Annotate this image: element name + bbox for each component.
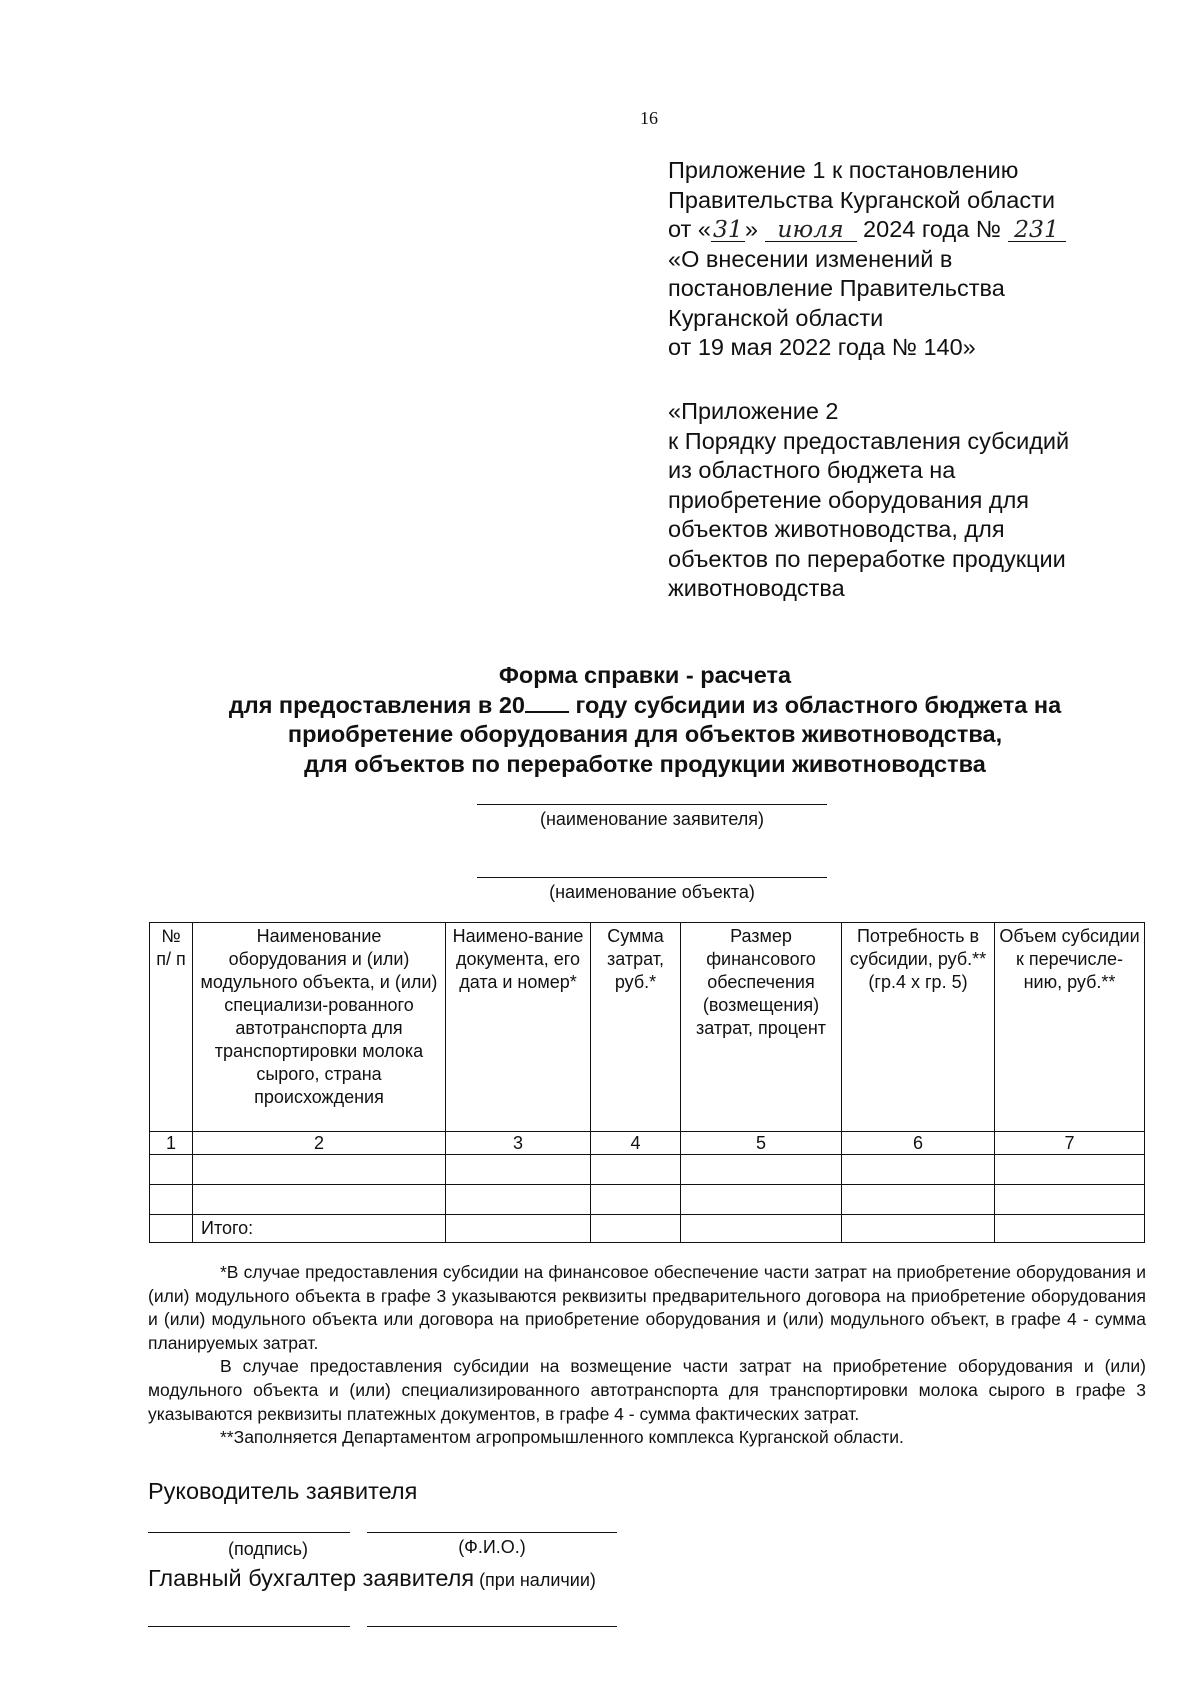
footnotes [148,1261,1146,1450]
table-cell[interactable] [446,1185,591,1215]
table-cell[interactable] [995,1155,1145,1185]
appendix-1-line-2: Правительства Курганской области [668,186,1055,213]
table-cell[interactable] [193,1185,446,1215]
table-cell[interactable] [591,1155,681,1185]
form-title-line-3: приобретение оборудования для объектов животноводства, [287,721,1003,747]
col-number-7: 7 [995,1132,1145,1155]
form-title-line-4: для объектов по переработке продукции животноводства [304,750,986,777]
table-cell[interactable] [995,1215,1145,1243]
appendix-1-date-line [668,215,1066,245]
column-number-row [150,1132,1145,1155]
col-number-1: 1 [150,1132,193,1155]
table-row [150,1185,1145,1215]
form-title-line-1: Форма справки - расчета [498,662,792,688]
total-row [150,1215,1145,1243]
col-number-2: 2 [193,1132,446,1155]
table-cell[interactable] [446,1155,591,1185]
footnote-1: *В случае предоставления субсидии на финансовое обеспечение части затрат на приобретение оборудования и (или) модульного объекта в графе 3 указываются реквизиты предварительного договора на приобретение оборудования и (или) модульного объекта или договора на приобретение оборудования и (или) модульного объект, в графе 4 - сумма планируемых затрат. [148,1262,1146,1353]
table-cell[interactable] [591,1185,681,1215]
col-number-5: 5 [681,1132,842,1155]
footnote-2: В случае предоставления субсидии на возмещение части затрат на приобретение оборудования и (или) модульного объекта и (или) специализированного автотранспорта для транспортировки молока сырого в графе 3 указываются реквизиты платежных документов, в графе 4 - сумма фактических затрат. [148,1356,1146,1424]
header-col-6: Потребность в субсидии, руб.** (гр.4 х гр. 5) [842,923,995,1132]
table-header-row [150,923,1145,1132]
table-cell[interactable] [193,1155,446,1185]
table-cell[interactable] [842,1155,995,1185]
footnote-3: **Заполняется Департаментом агропромышленного комплекса Курганской области. [220,1427,904,1448]
appendix-2-line-6: объектов по переработке продукции [668,545,1066,572]
signature-caption: (подпись) [227,1539,309,1559]
appendix-1-line-5: постановление Правительства [668,275,1005,301]
date-year: 2024 года № [856,216,1008,242]
header-col-3: Наимено-вание документа, его дата и номер* [446,923,591,1132]
object-name-line[interactable] [477,877,827,878]
table-cell[interactable] [681,1185,842,1215]
form-title-line-2a: для предоставления в 20 [228,691,525,718]
calculation-table [149,922,1145,1243]
handwritten-month: июля [765,217,857,242]
date-prefix: от « [668,216,711,242]
date-mid: » [744,216,765,242]
table-cell[interactable] [681,1215,842,1243]
form-title-line-2b: году субсидии из областного бюджета на [568,691,1062,718]
table-cell[interactable] [842,1185,995,1215]
col-number-4: 4 [591,1132,681,1155]
table-cell[interactable] [150,1155,193,1185]
appendix-1-block [668,156,1066,363]
appendix-2-line-7: животноводства [668,575,845,601]
table-row [150,1155,1145,1185]
accountant-title: Главный бухгалтер заявителя [148,1565,475,1591]
handwritten-day: 31 [711,217,745,242]
header-col-4: Сумма затрат, руб.* [591,923,681,1132]
table-cell[interactable] [681,1155,842,1185]
name-caption: (Ф.И.О.) [458,1537,526,1557]
handwritten-number: 231 [1008,217,1066,242]
header-col-7: Объем субсидии к перечисле-нию, руб.** [995,923,1145,1132]
appendix-2-block [668,397,1069,604]
head-name-line[interactable] [367,1532,617,1533]
appendix-1-line-1: Приложение 1 к постановлению [668,157,1019,183]
applicant-caption: (наименование заявителя) [539,809,765,829]
applicant-name-line[interactable] [477,804,827,805]
header-col-1: № п/ п [150,923,193,1132]
table-cell[interactable] [150,1185,193,1215]
accountant-name-line[interactable] [367,1626,617,1627]
table-cell[interactable] [446,1215,591,1243]
table-cell[interactable] [591,1215,681,1243]
accountant-note: (при наличии) [474,1570,596,1590]
appendix-2-line-4: приобретение оборудования для [668,486,1030,513]
table-cell [150,1215,193,1243]
col-number-3: 3 [446,1132,591,1155]
year-blank[interactable] [525,691,569,713]
appendix-1-line-6: Курганской области [668,304,884,331]
accountant-signature-line[interactable] [148,1626,350,1627]
accountant-title-line [148,1565,596,1592]
object-caption: (наименование объекта) [549,882,755,902]
col-number-6: 6 [842,1132,995,1155]
total-label: Итого: [193,1215,446,1243]
appendix-2-line-2: к Порядку предоставления субсидий [668,427,1070,454]
form-title-line-2 [150,691,1140,721]
header-col-2: Наименование оборудования и (или) модульного объекта, и (или) специализи-рованного автотранспорта для транспортировки молока сырого, страна происхождения [193,923,446,1132]
appendix-2-line-5: объектов животноводства, для [668,516,1005,542]
head-signature-line[interactable] [148,1532,350,1533]
form-title [150,661,1140,779]
appendix-2-line-1: «Приложение 2 [668,398,839,424]
appendix-1-line-7: от 19 мая 2022 года № 140» [668,334,976,360]
table-cell[interactable] [842,1215,995,1243]
table-cell[interactable] [995,1185,1145,1215]
page-number: 16 [640,108,658,128]
appendix-1-line-4: «О внесении изменений в [668,245,953,272]
header-col-5: Размер финансового обеспечения (возмещения) затрат, процент [681,923,842,1132]
appendix-2-line-3: из областного бюджета на [668,457,956,483]
head-title: Руководитель заявителя [148,1478,418,1504]
